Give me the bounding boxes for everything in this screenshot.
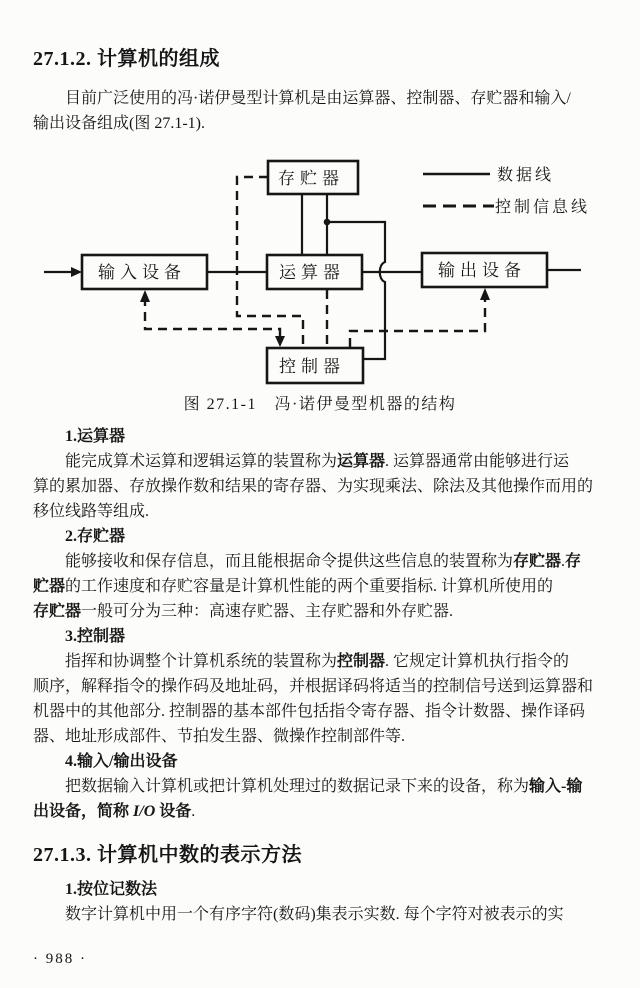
section-controller — [33, 624, 632, 749]
controller-line-3: 机器中的其他部分. 控制器的基本部件包括指令寄存器、指令计数器、操作译码 — [33, 703, 586, 720]
control-arrowheads — [140, 288, 490, 347]
io-line-2: 出设备，简称 I/O 设备. — [33, 803, 196, 820]
arrow-down-into-controller-icon — [275, 336, 285, 347]
alu-line-3: 移位线路等组成. — [33, 503, 150, 520]
section-storage — [33, 524, 632, 624]
storage-line-2: 贮器的工作速度和存贮容量是计算机性能的两个重要指标. 计算机所使用的 — [33, 578, 554, 595]
controller-line-4: 器、地址形成部件、节拍发生器、微操作控制部件等. — [33, 728, 406, 745]
storage-line-1: 能够接收和保存信息，而且能根据命令提供这些信息的装置称为存贮器.存 — [65, 553, 582, 570]
section-io — [33, 749, 632, 824]
section-positional-notation — [33, 877, 632, 927]
intro-paragraph — [33, 86, 632, 136]
storage-label: 存贮器 — [278, 169, 344, 188]
section-alu — [33, 424, 632, 524]
alu-section-heading: 1.运算器 — [65, 428, 126, 445]
input-device-label: 输入设备 — [98, 263, 186, 282]
controller-label: 控制器 — [279, 357, 345, 376]
controller-section-heading: 3.控制器 — [65, 628, 126, 645]
data-line-bus-controller — [327, 222, 385, 359]
output-device-label: 输出设备 — [438, 261, 526, 280]
legend-control-line-label: 控制信息线 — [495, 199, 591, 216]
junction-dot — [324, 219, 331, 226]
diagram-box-labels — [98, 169, 526, 376]
page-number: · 988 · — [33, 951, 87, 967]
arrow-right-into-input-icon — [71, 267, 82, 277]
io-section-heading: 4.输入/输出设备 — [65, 753, 178, 770]
alu-label: 运算器 — [279, 263, 345, 282]
arrow-up-into-output-icon — [480, 288, 490, 300]
figure-caption: 图 27.1-1 冯·诺伊曼型机器的结构 — [183, 396, 457, 413]
controller-line-2: 顺序，解释指令的操作码及地址码，并根据译码将适当的控制信号送到运算器和 — [33, 678, 594, 695]
alu-line-2: 算的累加器、存放操作数和结果的寄存器、为实现乘法、除法及其他操作而用的 — [33, 478, 594, 495]
section-heading-27-1-3: 27.1.3. 计算机中数的表示方法 — [33, 844, 302, 866]
section-heading-27-1-2: 27.1.2. 计算机的组成 — [33, 48, 220, 70]
alu-line-1: 能完成算术运算和逻辑运算的装置称为运算器. 运算器通常由能够进行运 — [65, 453, 570, 470]
storage-section-heading: 2.存贮器 — [65, 528, 126, 545]
legend-data-line-label: 数据线 — [497, 167, 555, 184]
controller-line-1: 指挥和协调整个计算机系统的装置称为控制器. 它规定计算机执行指令的 — [65, 653, 570, 670]
control-line-controller-output — [350, 294, 485, 347]
notation-line-1: 数字计算机中用一个有序字符(数码)集表示实数. 每个字符对被表示的实 — [65, 906, 564, 923]
von-neumann-diagram — [0, 144, 640, 394]
notation-section-heading: 1.按位记数法 — [65, 881, 158, 898]
diagram-canvas — [0, 144, 640, 394]
control-line-controller-input — [145, 297, 280, 336]
io-line-1: 把数据输入计算机或把计算机处理过的数据记录下来的设备，称为输入-输 — [65, 778, 583, 795]
storage-line-3: 存贮器一般可分为三种：高速存贮器、主存贮器和外存贮器. — [33, 603, 454, 620]
intro-line-1: 目前广泛使用的冯·诺伊曼型计算机是由运算器、控制器、存贮器和输入/ — [65, 90, 571, 107]
arrow-up-into-input-icon — [140, 290, 150, 302]
intro-line-2: 输出设备组成(图 27.1-1). — [33, 115, 205, 132]
legend — [423, 166, 590, 216]
